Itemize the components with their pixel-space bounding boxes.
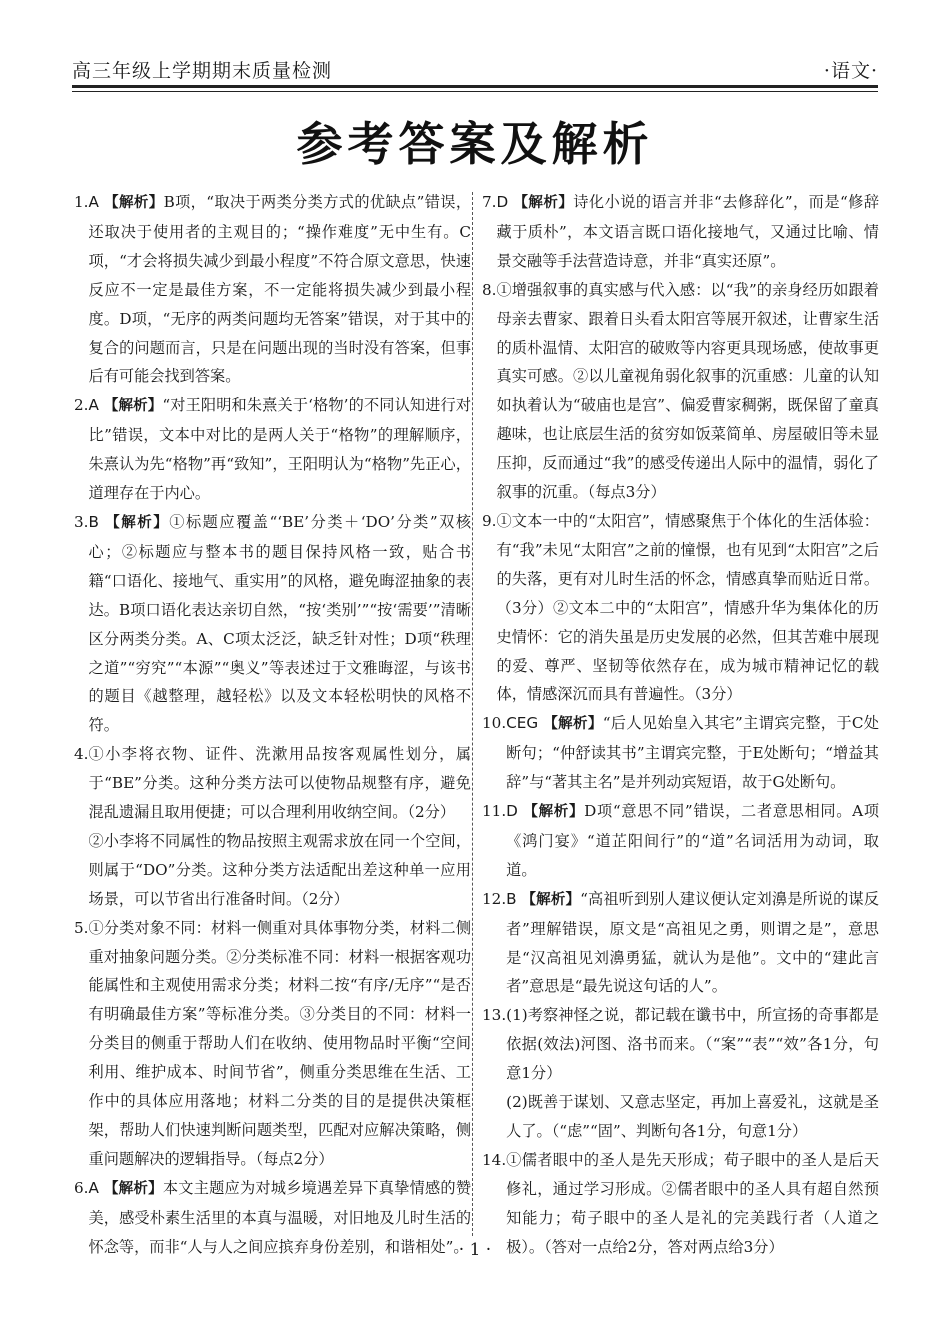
exam-title: 高三年级上学期期末质量检测 [72,60,333,82]
item-number: 11. [482,802,507,821]
item-answer: D [506,802,518,821]
item-number: 6. [74,1178,89,1197]
answer-item-12 [482,885,879,1002]
item-number: 1. [74,193,89,211]
right-column [482,188,879,1262]
subject-label: ·语文· [823,60,878,82]
analysis-tag: 【解析】 [105,514,170,531]
answer-item-3 [74,508,471,740]
item-number: 13. [482,1006,507,1025]
page-header [72,52,878,86]
item-number: 8. [482,280,497,299]
header-rule-thin [72,91,878,92]
item-answer: B [506,889,517,908]
item-text-2: ②小李将不同属性的物品按照主观需求放在同一个空间，则属于“DO”分类。这种分类方法适配出差这种单一应用场景，可以节省出行准备时间。（2分） [88,831,471,908]
item-number: 12. [482,889,507,908]
item-number: 7. [482,193,497,211]
item-answer: A [88,396,99,415]
item-number: 9. [482,511,497,530]
item-number: 3. [74,512,89,531]
analysis-tag: 【解析】 [103,398,163,415]
item-text: ①儒者眼中的圣人是先天形成；荀子眼中的圣人是后天修礼，通过学习形成。②儒者眼中的圣人具有超自然预知能力；荀子眼中的圣人是礼的完美践行者（人道之极）。（答对一点给2分，答对两点给3分） [506,1150,879,1256]
answer-item-9 [482,507,879,709]
analysis-tag: 【解析】 [543,716,603,733]
item-text: ①分类对象不同：材料一侧重对具体事物分类，材料二侧重对抽象问题分类。②分类标准不同：材料一根据客观功能属性和主观使用需求分类；材料二按“有序/无序”“是否有明确最佳方案”等标准分类。③分类目的不同：材料一分类目的侧重于帮助人们在收纳、使用物品时平衡“空间利用、维护成本、时间节省”，侧重分类思维在生活、工作中的具体应用落地；材料二分类的目的是提供决策框架，帮助人们快速判断问题类型，匹配对应解决策略，侧重问题解决的逻辑指导。（每点2分） [88,918,471,1168]
item-text: ①文本一中的“太阳宫”，情感聚焦于个体化的生活体验：有“我”未见“太阳宫”之前的憧憬，也有见到“太阳宫”之后的失落，更有对儿时生活的怀念，情感真挚而贴近日常。（3分）②文本二中的“太阳宫”，情感升华为集体化的历史情怀：它的消失虽是历史发展的必然，但其苦难中展现的爱、尊严、坚韧等依然存在，成为城市精神记忆的载体，情感深沉而具有普遍性。（3分） [496,511,879,704]
item-answer: CEG [506,714,539,733]
item-text: D项“意思不同”错误，二者意思相同。A项《鸿门宴》“道芷阳间行”的“道”名词活用为动词，取道。 [506,802,880,879]
header-rule-thick [72,85,878,88]
answer-item-7 [482,188,879,276]
answer-item-1 [74,188,471,391]
item-answer: A [88,193,99,211]
answer-item-13 [482,1001,879,1146]
item-text: “对王阳明和朱熹关于‘格物’的不同认知进行对比”错误，文本中对比的是两人关于“格物”的理解顺序，朱熹认为先“格物”再“致知”，王阳明认为“格物”先正心，道理存在于内心。 [88,396,472,503]
answer-item-10 [482,709,879,797]
item-text: “高祖听到别人建议便认定刘濞是所说的谋反者”理解错误，原文是“高祖见之勇，则谓之是”，意思是“汉高祖见刘濞勇猛，就认为是他”。文中的“建此言者”意思是“最先说这句话的人”。 [506,889,880,996]
analysis-tag: 【解析】 [523,804,585,821]
item-text: B项，“取决于两类分类方式的优缺点”错误，还取决于使用者的主观目的；“操作难度”无中生有。C项，“才会将损失减少到最小程度”不符合原文意思，快速反应不一定是最佳方案，不一定能将损失减少到最小程度。D项，“无序的两类问题均无答案”错误，对于其中的复合的问题而言，只是在问题出现的当时没有答案，但事后有可能会找到答案。 [88,193,472,386]
answer-item-5 [74,914,471,1174]
answer-item-8 [482,276,879,507]
page-number: · 1 · [458,1240,492,1260]
answer-item-11 [482,797,879,885]
left-column [74,188,471,1262]
answer-item-2 [74,391,471,508]
page-title: 参考答案及解析 [296,117,654,171]
item-text-2: (2)既善于谋划、又意志坚定，再加上喜爱礼，这就是圣人了。（“虑”“固”、判断句各1分，句意1分） [506,1093,879,1140]
analysis-tag: 【解析】 [521,891,581,908]
item-text: (1)考察神怪之说，都记载在谶书中，所宣扬的奇事都是依据(效法)河图、洛书而来。（“案”“表”“效”各1分，句意1分） [506,1006,879,1083]
item-answer: D [496,193,509,211]
column-divider [472,192,473,1236]
item-text: 本文主题应为对城乡境遇差异下真挚情感的赞美，感受朴素生活里的本真与温暖，对旧地及儿时生活的怀念等，而非“人与人之间应摈弃身份差别，和谐相处”。 [88,1178,472,1256]
item-number: 2. [74,396,89,415]
item-text: ①增强叙事的真实感与代入感：以“我”的亲身经历如跟着母亲去曹家、跟着日头看太阳宫等展开叙述，让曹家生活的质朴温情、太阳宫的破败等内容更具现场感，使故事更真实可感。②以儿童视角弱化叙事的沉重感：儿童的认知如执着认为“破庙也是宫”、偏爱曹家稠粥，既保留了童真趣味，也让底层生活的贫穷如饭菜简单、房屋破旧等未显压抑，反而通过“我”的感受传递出人际中的温情，弱化了叙事的沉重。（每点3分） [496,280,879,502]
item-answer: A [88,1178,99,1197]
item-answer: B [88,512,99,531]
item-text: ①小李将衣物、证件、洗漱用品按客观属性划分，属于“BE”分类。这种分类方法可以使物品规整有序，避免混乱遗漏且取用便捷；可以合理利用收纳空间。（2分） [88,745,471,822]
answer-item-4 [74,740,471,913]
analysis-tag: 【解析】 [513,195,574,211]
item-text: 诗化小说的语言并非“去修辞化”，而是“修辞藏于质朴”，本文语言既口语化接地气，又通过比喻、情景交融等手法营造诗意，并非“真实还原”。 [496,193,880,270]
item-number: 10. [482,714,507,733]
item-text: “后人见始皇入其宅”主谓宾完整，于C处断句；“仲舒读其书”主谓宾完整，于E处断句；“增益其辞”与“著其主名”是并列动宾短语，故于G处断句。 [506,714,879,792]
item-text: ①标题应覆盖“‘BE’分类＋‘DO’分类”双核心；②标题应与整本书的题目保持风格一致，贴合书籍“口语化、接地气、重实用”的风格，避免晦涩抽象的表达。B项口语化表达亲切自然，“按‘类别’”“按‘需要’”清晰区分两类分类。A、C项太泛泛，缺乏针对性；D项“秩理之道”“穷究”“本源”“奥义”等表述过于文雅晦涩，与该书的题目《越整理，越轻松》以及文本轻松明快的风格不符。 [88,512,472,735]
item-number: 4. [74,745,89,764]
item-number: 5. [74,918,89,937]
analysis-tag: 【解析】 [103,1180,163,1197]
item-number: 14. [482,1150,507,1169]
analysis-tag: 【解析】 [104,195,164,211]
